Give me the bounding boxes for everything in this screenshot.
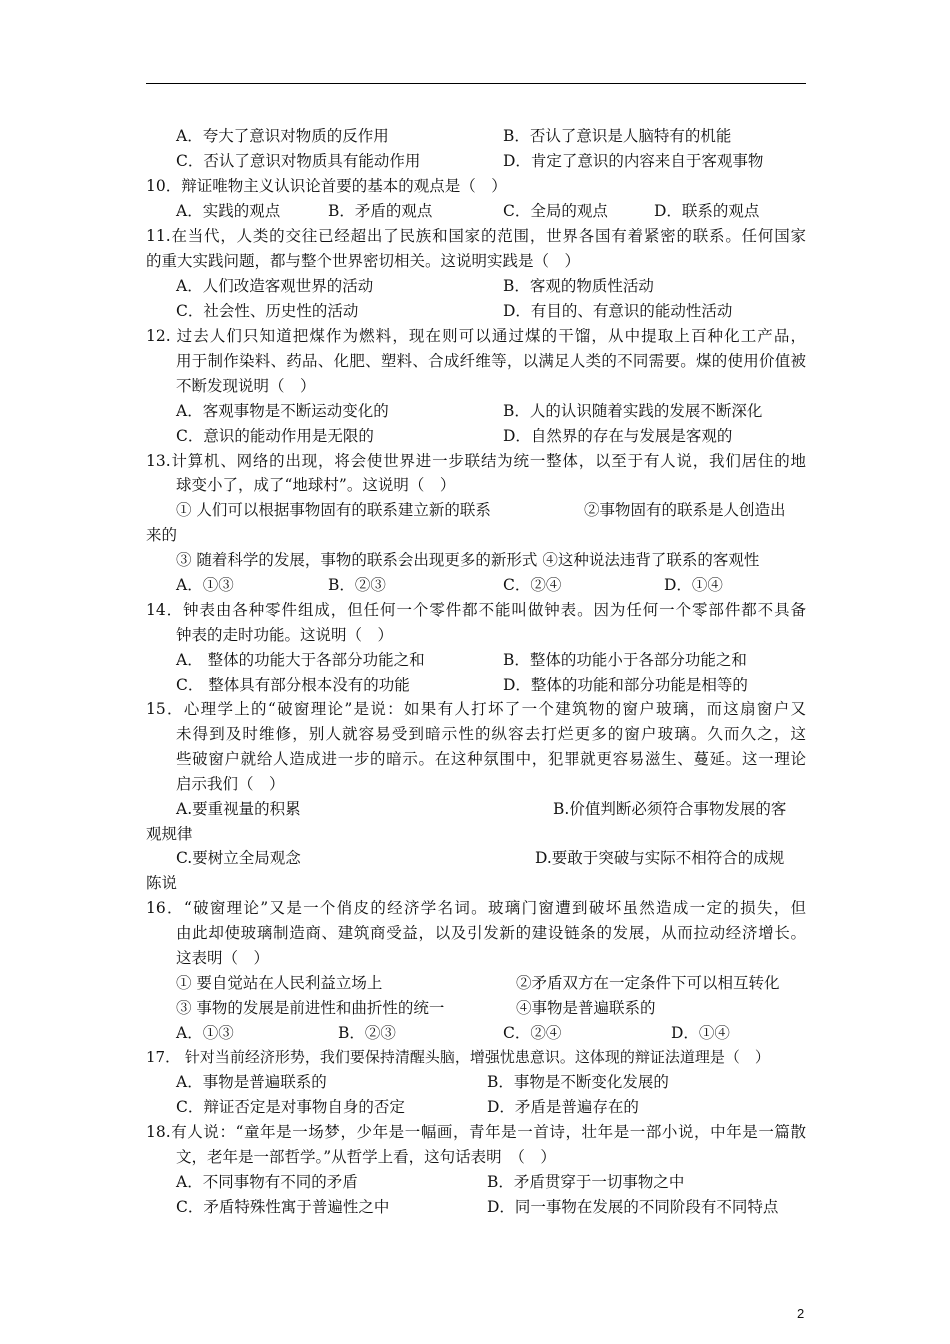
- q13-option-a: A．①③: [176, 576, 234, 594]
- q11-stem-line2: 的重大实践问题，都与整个世界密切相关。这说明实践是（ ）: [146, 252, 581, 270]
- q13-option-c: C．②④: [503, 576, 562, 594]
- q16-option-c: C．②④: [503, 1024, 562, 1042]
- q9-option-c: C．否认了意识对物质具有能动作用: [176, 152, 421, 170]
- q16-option-a: A．①③: [176, 1024, 234, 1042]
- q9-option-b: B．否认了意识是人脑特有的机能: [503, 127, 732, 145]
- q15-stem-line1: 15．心理学上的“破窗理论”是说：如果有人打坏了一个建筑物的窗户玻璃，而这扇窗户又: [146, 700, 806, 718]
- q16-statement-4: ④事物是普遍联系的: [516, 999, 656, 1017]
- q15-option-d: D.要敢于突破与实际不相符合的成规: [535, 849, 785, 867]
- q14-stem-line2: 钟表的走时功能。这说明（ ）: [176, 626, 394, 644]
- q16-statement-2: ②矛盾双方在一定条件下可以相互转化: [516, 974, 780, 992]
- q15-stem-line3: 些破窗户就给人造成进一步的暗示。在这种氛围中，犯罪就更容易滋生、蔓延。这一理论: [176, 750, 806, 768]
- q13-option-d: D．①④: [664, 576, 723, 594]
- q11-option-c: C．社会性、历史性的活动: [176, 302, 359, 320]
- q13-stem-line1: 13.计算机、网络的出现，将会使世界进一步联结为统一整体，以至于有人说，我们居住的地: [146, 452, 806, 470]
- q13-statement-2-cont: 来的: [146, 526, 178, 544]
- q16-statement-3: ③ 事物的发展是前进性和曲折性的统一: [176, 999, 445, 1017]
- q18-option-d: D．同一事物在发展的不同阶段有不同特点: [487, 1198, 779, 1216]
- q15-option-b-cont: 观规律: [146, 825, 193, 843]
- q17-option-c: C．辩证否定是对事物自身的否定: [176, 1098, 405, 1116]
- q18-stem-line2: 文，老年是一部哲学。”从哲学上看，这句话表明 （ ）: [176, 1148, 556, 1166]
- q16-option-b: B．②③: [338, 1024, 396, 1042]
- q16-statement-1: ① 要自觉站在人民利益立场上: [176, 974, 383, 992]
- q15-stem-line2: 未得到及时维修，别人就容易受到暗示性的纵容去打烂更多的窗户玻璃。久而久之，这: [176, 725, 806, 743]
- q15-option-c: C.要树立全局观念: [176, 849, 301, 867]
- q12-option-a: A．客观事物是不断运动变化的: [176, 402, 389, 420]
- q15-stem-line4: 启示我们（ ）: [176, 775, 285, 793]
- q18-option-b: B．矛盾贯穿于一切事物之中: [487, 1173, 685, 1191]
- header-rule: [146, 83, 806, 84]
- q14-option-b: B．整体的功能小于各部分功能之和: [503, 651, 747, 669]
- q18-option-a: A．不同事物有不同的矛盾: [176, 1173, 358, 1191]
- q14-option-a: A． 整体的功能大于各部分功能之和: [176, 651, 425, 669]
- q9-option-a: A．夸大了意识对物质的反作用: [176, 127, 389, 145]
- q13-statement-2: ②事物固有的联系是人创造出: [584, 501, 786, 519]
- q12-stem-line3: 不断发现说明（ ）: [176, 377, 316, 395]
- q17-option-d: D．矛盾是普遍存在的: [487, 1098, 639, 1116]
- q10-option-a: A．实践的观点: [176, 202, 281, 220]
- q15-option-b: B.价值判断必须符合事物发展的客: [553, 800, 787, 818]
- q12-option-c: C．意识的能动作用是无限的: [176, 427, 374, 445]
- q15-option-d-cont: 陈说: [146, 874, 178, 892]
- q9-option-d: D．肯定了意识的内容来自于客观事物: [503, 152, 764, 170]
- q18-option-c: C．矛盾特殊性寓于普遍性之中: [176, 1198, 390, 1216]
- q12-option-b: B．人的认识随着实践的发展不断深化: [503, 402, 763, 420]
- q14-option-c: C． 整体具有部分根本没有的功能: [176, 676, 410, 694]
- q12-stem-line2: 用于制作染料、药品、化肥、塑料、合成纤维等，以满足人类的不同需要。煤的使用价值被: [176, 352, 806, 370]
- page-number: 2: [797, 1306, 805, 1321]
- q16-option-d: D．①④: [671, 1024, 730, 1042]
- q12-option-d: D．自然界的存在与发展是客观的: [503, 427, 733, 445]
- q10-stem: 10．辩证唯物主义认识论首要的基本的观点是（ ）: [146, 177, 507, 195]
- q15-option-a: A.要重视量的积累: [176, 800, 301, 818]
- q11-option-d: D．有目的、有意识的能动性活动: [503, 302, 733, 320]
- q18-stem-line1: 18.有人说：“童年是一场梦，少年是一幅画，青年是一首诗，壮年是一部小说，中年是一篇散: [146, 1123, 806, 1141]
- q13-statement-3-4: ③ 随着科学的发展，事物的联系会出现更多的新形式 ④这种说法违背了联系的客观性: [176, 551, 760, 569]
- q13-stem-line2: 球变小了，成了“地球村”。这说明（ ）: [176, 476, 456, 494]
- q12-stem-line1: 12. 过去人们只知道把煤作为燃料，现在则可以通过煤的干馏，从中提取上百种化工产品，: [146, 327, 806, 345]
- q13-option-b: B．②③: [328, 576, 386, 594]
- q14-stem-line1: 14．钟表由各种零件组成，但任何一个零件都不能叫做钟表。因为任何一个零部件都不具备: [146, 601, 806, 619]
- q10-option-d: D．联系的观点: [654, 202, 760, 220]
- q11-stem-line1: 11.在当代，人类的交往已经超出了民族和国家的范围，世界各国有着紧密的联系。任何国家: [146, 227, 806, 245]
- q14-option-d: D．整体的功能和部分功能是相等的: [503, 676, 748, 694]
- q11-option-a: A．人们改造客观世界的活动: [176, 277, 374, 295]
- q11-option-b: B．客观的物质性活动: [503, 277, 654, 295]
- q13-statement-1: ① 人们可以根据事物固有的联系建立新的联系: [176, 501, 491, 519]
- q16-stem-line1: 16．“破窗理论”又是一个俏皮的经济学名词。玻璃门窗遭到破坏虽然造成一定的损失，但: [146, 899, 806, 917]
- q17-option-a: A．事物是普遍联系的: [176, 1073, 327, 1091]
- q17-stem: 17． 针对当前经济形势，我们要保持清醒头脑，增强忧患意识。这体现的辩证法道理是（ ）: [146, 1048, 770, 1066]
- q16-stem-line2: 由此却使玻璃制造商、建筑商受益，以及引发新的建设链条的发展，从而拉动经济增长。: [176, 924, 806, 942]
- q16-stem-line3: 这表明（ ）: [176, 949, 270, 967]
- q10-option-c: C．全局的观点: [503, 202, 608, 220]
- q17-option-b: B．事物是不断变化发展的: [487, 1073, 669, 1091]
- q10-option-b: B．矛盾的观点: [328, 202, 433, 220]
